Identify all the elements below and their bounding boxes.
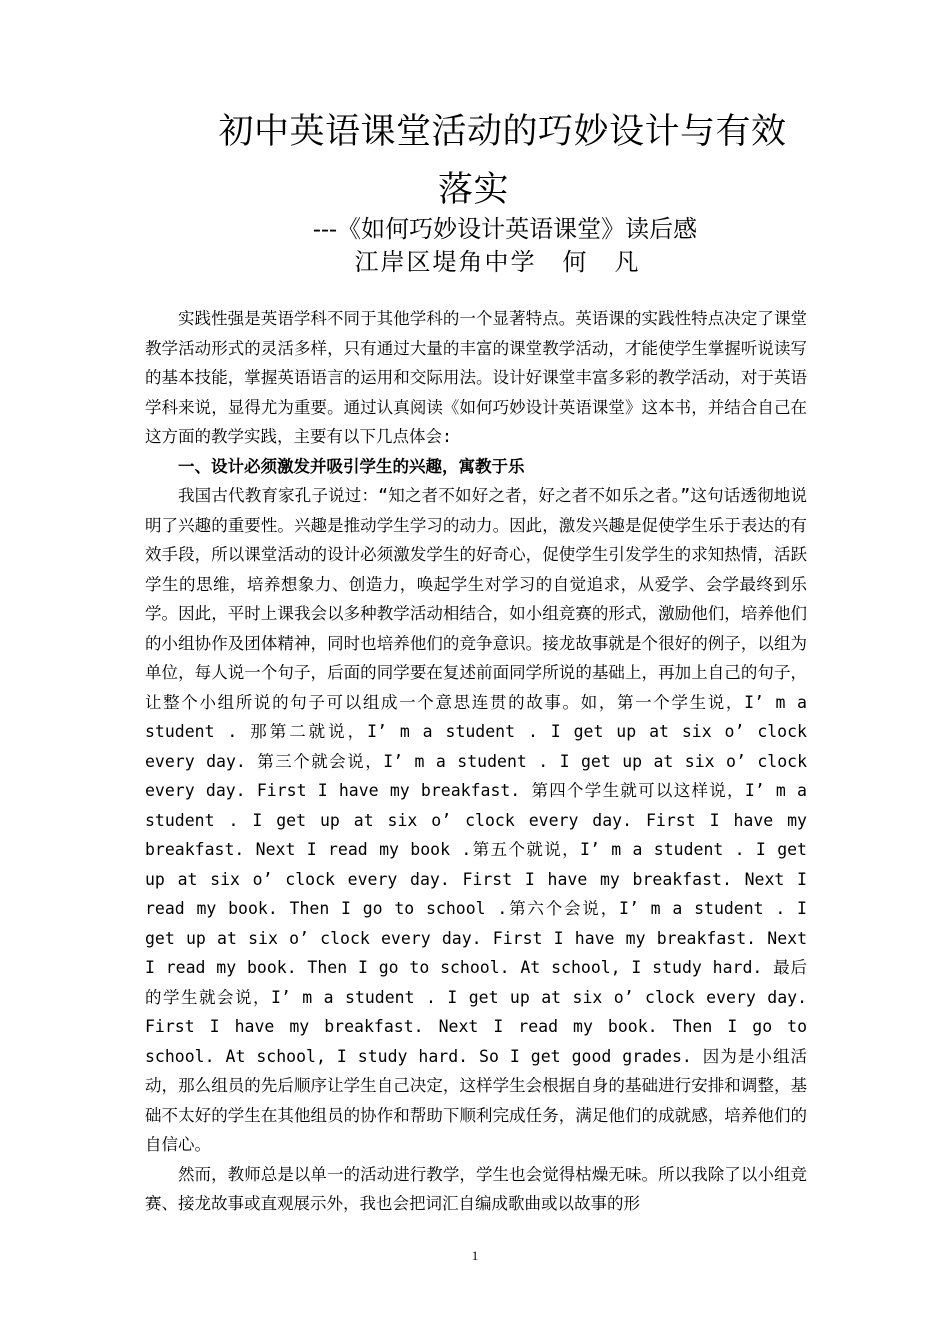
- section-heading: 一、设计必须激发并吸引学生的兴趣，寓教于乐: [178, 456, 525, 476]
- document-title-line-1: 初中英语课堂活动的巧妙设计与有效: [218, 112, 787, 152]
- document-subtitle: ---《如何巧妙设计英语课堂》读后感: [312, 215, 698, 243]
- document-title-line-2: 落实: [438, 170, 510, 210]
- body-paragraph-interest: 我国古代教育家孔子说过：“知之者不如好之者，好之者不如乐之者。”这句话透彻地说明了兴趣的重要性。兴趣是推动学生学习的动力。因此，激发兴趣是促使学生乐于表达的有效手段，所以课堂活动的设计必须激发学生的好奇心，促使学生引发学生的求知热情，活跃学生的思维，培养想象力、创造力，唤起学生对学习的自觉追求，从爱学、会学最终到乐学。因此，平时上课我会以多种教学活动相结合，如小组竞赛的形式，激励他们，培养他们的小组协作及团体精神，同时也培养他们的竞争意识。接龙故事就是个很好的例子，以组为单位，每人说一个句子，后面的同学要在复述前面同学所说的基础上，再加上自己的句子，让整个小组所说的句子可以组成一个意思连贯的故事。如，第一个学生说，I’ m a student . 那第二就说，I’ m a student . I get up at six o’ clock every day. 第三个就会说，I’ m a student . I get up at six o’ clock every day. First I have my breakfast. 第四个学生就可以这样说，I’ m a student . I get up at six o’ clock every day. First I have my breakfast. Next I read my book .第五个就说，I’ m a student . I get up at six o’ clock every day. First I have my breakfast. Next I read my book. Then I go to school .第六个会说，I’ m a student . I get up at six o’ clock every day. First I have my breakfast. Next I read my book. Then I go to school. At school, I study hard. 最后的学生就会说，I’ m a student . I get up at six o’ clock every day. First I have my breakfast. Next I read my book. Then I go to school. At school, I study hard. So I get good grades. 因为是小组活动，那么组员的先后顺序让学生自己决定，这样学生会根据自身的基础进行安排和调整，基础不太好的学生在其他组员的协作和帮助下顺利完成任务，满足他们的成就感，培养他们的自信心。: [145, 486, 807, 1154]
- document-body: [145, 304, 807, 1219]
- page-number: 1: [471, 1248, 479, 1263]
- body-paragraph-intro: 实践性强是英语学科不同于其他学科的一个显著特点。英语课的实践性特点决定了课堂教学活动形式的灵活多样，只有通过大量的丰富的课堂教学活动，才能使学生掌握听说读写的基本技能，掌握英语语言的运用和交际用法。设计好课堂丰富多彩的教学活动，对于英语学科来说，显得尤为重要。通过认真阅读《如何巧妙设计英语课堂》这本书，并结合自己在这方面的教学实践，主要有以下几点体会:: [145, 309, 807, 446]
- document-author: 江岸区堤角中学 何 凡: [354, 248, 641, 276]
- body-paragraph-activities: 然而，教师总是以单一的活动进行教学，学生也会觉得枯燥无味。所以我除了以小组竞赛、接龙故事或直观展示外，我也会把词汇自编成歌曲或以故事的形: [145, 1164, 807, 1213]
